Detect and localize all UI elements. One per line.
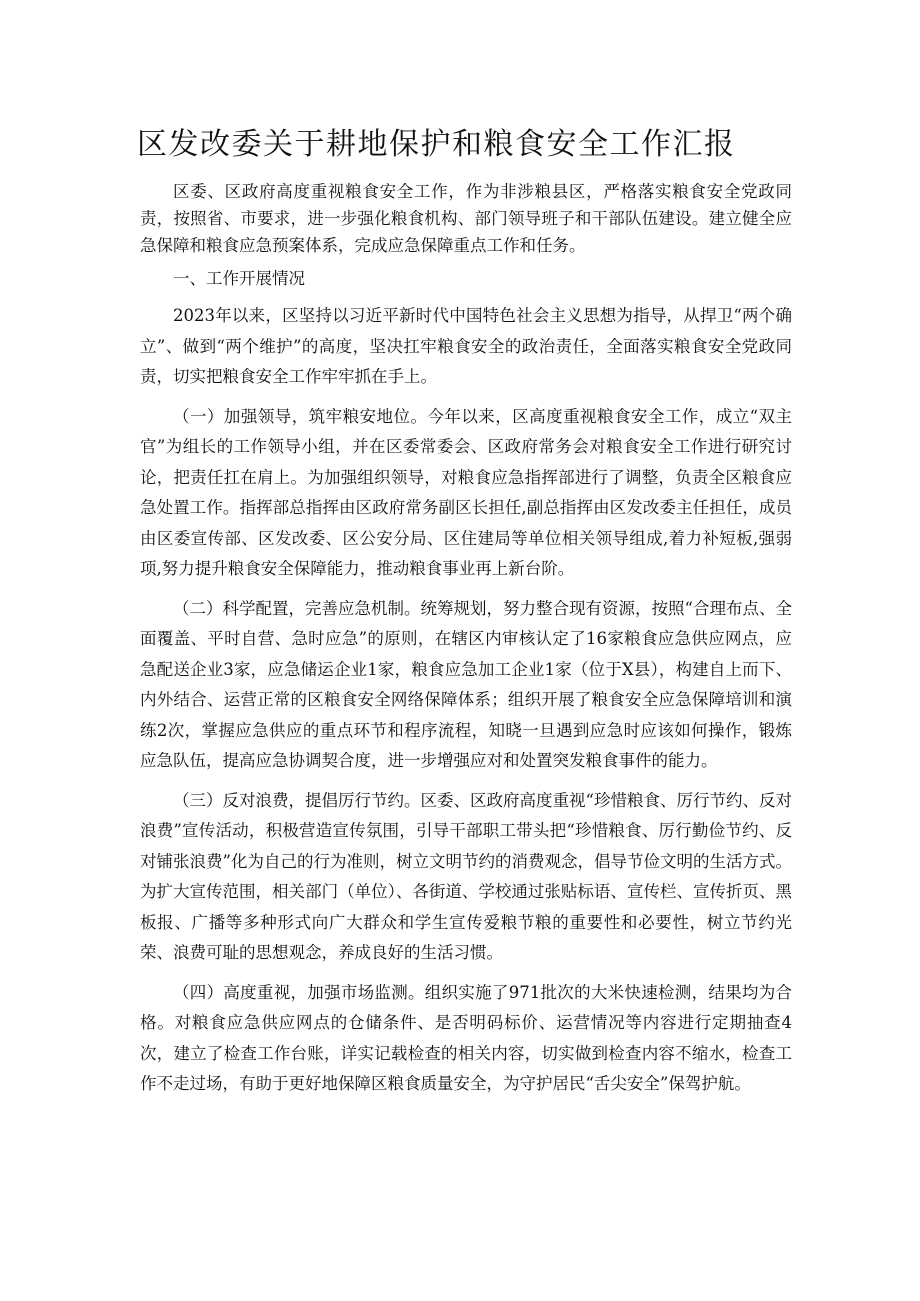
item-2-paragraph: （二）科学配置，完善应急机制。统筹规划，努力整合现有资源，按照“合理布点、全面覆盖、平时自营、急时应急”的原则，在辖区内审核认定了16家粮食应急供应网点，应急配送企业3家，应急储运企业1家，粮食应急加工企业1家（位于X县），构建自上而下、内外结合、运营正常的区粮食安全网络保障体系；组织开展了粮食安全应急保障培训和演练2次，掌握应急供应的重点环节和程序流程，知晓一旦遇到应急时应该如何操作，锻炼应急队伍，提高应急协调契合度，进一步增强应对和处置突发粮食事件的能力。 xyxy=(140,598,792,770)
item-3-paragraph: （三）反对浪费，提倡厉行节约。区委、区政府高度重视“珍惜粮食、厉行节约、反对浪费”宣传活动，积极营造宣传氛围，引导干部职工带头把“珍惜粮食、厉行勤俭节约、反对铺张浪费”化为自己的行为准则，树立文明节约的消费观念，倡导节俭文明的生活方式。为扩大宣传范围，相关部门（单位）、各街道、学校通过张贴标语、宣传栏、宣传折页、黑板报、广播等多种形式向广大群众和学生宣传爱粮节粮的重要性和必要性，树立节约光荣、浪费可耻的思想观念，养成良好的生活习惯。 xyxy=(140,790,792,962)
section-heading: 一、工作开展情况 xyxy=(173,269,305,288)
item-4-paragraph: （四）高度重视，加强市场监测。组织实施了971批次的大米快速检测，结果均为合格。对粮食应急供应网点的仓储条件、是否明码标价、运营情况等内容进行定期抽查4次，建立了检查工作台账，详实记载检查的相关内容，切实做到检查内容不缩水，检查工作不走过场，有助于更好地保障区粮食质量安全，为守护居民“舌尖安全”保驾护航。 xyxy=(140,982,792,1093)
item-1-paragraph: （一）加强领导，筑牢粮安地位。今年以来，区高度重视粮食安全工作，成立“双主官”为组长的工作领导小组，并在区委常委会、区政府常务会对粮食安全工作进行研究讨论，把责任扛在肩上。为加强组织领导，对粮食应急指挥部进行了调整，负责全区粮食应急处置工作。指挥部总指挥由区政府常务副区长担任,副总指挥由区发改委主任担任，成员由区委宣传部、区发改委、区公安分局、区住建局等单位相关领导组成,着力补短板,强弱项,努力提升粮食安全保障能力，推动粮食事业再上新台阶。 xyxy=(140,406,792,578)
document-body xyxy=(140,178,792,1109)
intro-paragraph: 区委、区政府高度重视粮食安全工作，作为非涉粮县区，严格落实粮食安全党政同责，按照省、市要求，进一步强化粮食机构、部门领导班子和干部队伍建设。建立健全应急保障和粮食应急预案体系，完成应急保障重点工作和任务。 xyxy=(140,182,792,255)
overview-paragraph: 2023年以来，区坚持以习近平新时代中国特色社会主义思想为指导，从捍卫“两个确立”、做到“两个维护”的高度，坚决扛牢粮食安全的政治责任，全面落实粮食安全党政同责，切实把粮食安全工作牢牢抓在手上。 xyxy=(140,306,792,386)
document-title: 区发改委关于耕地保护和粮食安全工作汇报 xyxy=(137,127,736,162)
